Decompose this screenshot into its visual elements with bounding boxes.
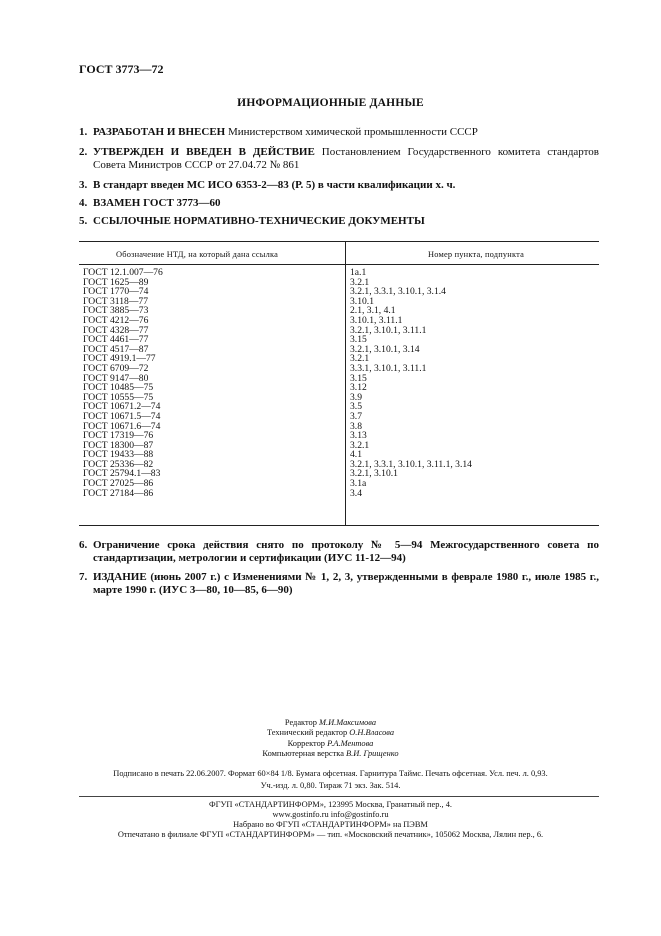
credit-name: Р.А.Ментова	[327, 738, 374, 748]
table-cell-clause: 1а.1	[350, 267, 367, 278]
table-cell-clause: 3.3.1, 3.10.1, 3.11.1	[350, 362, 427, 374]
credit-role: Корректор	[287, 738, 325, 748]
table-header-document: Обозначение НТД, на который дана ссылка	[116, 250, 279, 259]
table-cell-document: ГОСТ 19433—88	[83, 449, 154, 461]
table-cell-document: ГОСТ 10671.6—74	[83, 420, 161, 432]
table-cell-document: ГОСТ 4919.1—77	[83, 353, 156, 365]
table-bottom-rule	[79, 525, 599, 526]
table-header-rule	[79, 264, 599, 265]
table-cell-document: ГОСТ 10671.2—74	[83, 401, 161, 413]
item-number: 2.	[79, 146, 88, 158]
imprint-line-2: Уч.-изд. л. 0,80. Тираж 71 экз. Зак. 514.	[260, 781, 401, 790]
credit-layout	[0, 749, 661, 759]
table-cell-document: ГОСТ 27025—86	[83, 478, 154, 490]
item-lead: УТВЕРЖДЕН И ВВЕДЕН В ДЕЙСТВИЕ	[93, 146, 315, 158]
item-body: В стандарт введен МС ИСО 6353-2—83 (Р. 5) в части квалификации х. ч.	[93, 179, 456, 191]
standard-code: ГОСТ 3773—72	[79, 62, 164, 76]
table-cell-clause: 4.1	[350, 449, 362, 461]
item-body: Постановлением Государственного комитета стандартов Совета Министров СССР от 27.04.72 № 861	[93, 146, 600, 171]
table-cell-document: ГОСТ 25336—82	[83, 458, 154, 470]
credit-name: В.И. Грищенко	[346, 749, 399, 759]
table-cell-document: ГОСТ 4328—77	[83, 324, 149, 336]
table-cell-clause: 3.12	[350, 382, 367, 394]
table-column-clauses	[350, 268, 595, 498]
table-cell-clause: 3.2.1, 3.3.1, 3.10.1, 3.11.1, 3.14	[350, 458, 472, 470]
table-cell-document: ГОСТ 4517—87	[83, 343, 149, 355]
info-item-1	[79, 126, 599, 139]
page-title: ИНФОРМАЦИОННЫЕ ДАННЫЕ	[237, 97, 424, 109]
credits-block	[0, 718, 661, 760]
item-text	[93, 197, 599, 210]
credit-name: О.Н.Власова	[349, 728, 395, 738]
table-cell-clause: 3.2.1, 3.10.1, 3.14	[350, 343, 420, 355]
item-number: 7.	[79, 571, 88, 583]
credit-editor	[0, 718, 661, 728]
table-cell-clause: 3.10.1, 3.11.1	[350, 314, 403, 326]
reference-table	[79, 241, 599, 526]
info-item-3	[79, 179, 599, 192]
item-text	[93, 539, 599, 564]
imprint-line-1: Подписано в печать 22.06.2007. Формат 60×84 1/8. Бумага офсетная. Гарнитура Таймс. Печать офсетная. Усл. печ. л. 0,93.	[113, 769, 548, 778]
credit-role: Компьютерная верстка	[262, 749, 344, 759]
publisher-separator	[79, 796, 599, 797]
table-column-divider	[345, 241, 346, 525]
publisher-line-3: Набрано во ФГУП «СТАНДАРТИНФОРМ» на ПЭВМ	[233, 820, 428, 829]
credit-proofreader	[0, 739, 661, 749]
item-number: 3.	[79, 179, 88, 191]
table-cell-clause: 3.15	[350, 334, 367, 346]
item-lead: ИЗДАНИЕ	[93, 571, 147, 583]
item-body: (июнь 2007 г.) с Изменениями № 1, 2, 3, утвержденными в феврале 1980 г., июле 1985 г., марте 1990 г. (ИУС 3—80, 10—85, 6—90)	[93, 571, 600, 596]
table-cell-document: ГОСТ 3118—77	[83, 295, 149, 307]
item-text	[93, 215, 599, 228]
table-top-rule	[79, 241, 599, 242]
table-cell-document: ГОСТ 1770—74	[83, 286, 149, 298]
item-lead: РАЗРАБОТАН И ВНЕСЕН	[93, 126, 226, 138]
table-cell-clause: 3.2.1, 3.10.1, 3.11.1	[350, 324, 427, 336]
table-cell-clause: 3.2.1	[350, 353, 370, 365]
table-cell-document: ГОСТ 12.1.007—76	[83, 267, 163, 278]
table-cell-document: ГОСТ 4212—76	[83, 314, 149, 326]
item-lead: ВЗАМЕН ГОСТ 3773—60	[93, 197, 221, 209]
item-number: 5.	[79, 215, 88, 227]
item-text	[93, 146, 599, 171]
table-cell-clause: 3.5	[350, 401, 362, 413]
table-cell-document: ГОСТ 3885—73	[83, 305, 149, 317]
item-lead: ССЫЛОЧНЫЕ НОРМАТИВНО-ТЕХНИЧЕСКИЕ ДОКУМЕНТЫ	[93, 215, 425, 227]
item-body: Министерством химической промышленности СССР	[227, 126, 478, 138]
table-cell-document: ГОСТ 18300—87	[83, 439, 154, 451]
credit-name: М.И.Максимова	[319, 718, 377, 727]
table-cell-document: ГОСТ 1625—89	[83, 276, 149, 288]
info-item-4	[79, 197, 599, 210]
item-number: 6.	[79, 539, 88, 551]
credit-role: Технический редактор	[266, 728, 348, 738]
info-item-6	[79, 539, 599, 564]
publisher-line-4: Отпечатано в филиале ФГУП «СТАНДАРТИНФОРМ» — тип. «Московский печатник», 105062 Москва, Лялин пер., 6.	[117, 830, 544, 839]
table-cell-document: ГОСТ 17319—76	[83, 430, 154, 442]
table-cell-clause: 3.9	[350, 391, 362, 403]
table-header-clause: Номер пункта, подпункта	[428, 250, 525, 259]
table-cell-clause: 3.2.1	[350, 276, 370, 288]
item-text	[93, 179, 599, 192]
table-cell-clause: 3.2.1, 3.3.1, 3.10.1, 3.1.4	[350, 286, 446, 298]
item-number: 4.	[79, 197, 88, 209]
table-cell-document: ГОСТ 6709—72	[83, 362, 149, 374]
credit-role: Редактор	[284, 718, 317, 727]
table-cell-document: ГОСТ 25794.1—83	[83, 468, 161, 480]
table-cell-clause: 2.1, 3.1, 4.1	[350, 305, 396, 317]
item-number: 1.	[79, 126, 88, 138]
table-column-documents	[83, 268, 338, 498]
table-cell-document: ГОСТ 10485—75	[83, 382, 154, 394]
table-cell-document: ГОСТ 10671.5—74	[83, 410, 161, 422]
info-item-5	[79, 215, 599, 228]
publisher-line-2: www.gostinfo.ru info@gostinfo.ru	[272, 810, 389, 819]
table-cell-document: ГОСТ 4461—77	[83, 334, 149, 346]
table-cell-clause: 3.8	[350, 420, 362, 432]
info-item-7	[79, 571, 599, 596]
item-text	[93, 571, 599, 596]
table-cell-clause: 3.1а	[350, 478, 367, 490]
table-cell-document: ГОСТ 10555—75	[83, 391, 154, 403]
table-cell-clause: 3.15	[350, 372, 367, 384]
table-cell-document: ГОСТ 9147—80	[83, 372, 149, 384]
credit-tech-editor	[0, 728, 661, 738]
table-cell-clause: 3.2.1, 3.10.1	[350, 468, 398, 480]
table-cell-document: ГОСТ 27184—86	[83, 487, 154, 499]
table-cell-clause: 3.10.1	[350, 295, 374, 307]
item-text	[93, 126, 599, 139]
item-body: Ограничение срока действия снято по протоколу № 5—94 Межгосударственного совета по стандартизации, метрологии и сертификации (ИУС 11-12—94)	[93, 539, 599, 564]
table-cell-clause: 3.13	[350, 430, 367, 442]
table-cell-clause: 3.7	[350, 410, 362, 422]
publisher-line-1: ФГУП «СТАНДАРТИНФОРМ», 123995 Москва, Гранатный пер., 4.	[209, 800, 452, 809]
table-cell-clause: 3.2.1	[350, 439, 370, 451]
info-item-2	[79, 146, 599, 171]
table-cell-clause: 3.4	[350, 487, 362, 499]
